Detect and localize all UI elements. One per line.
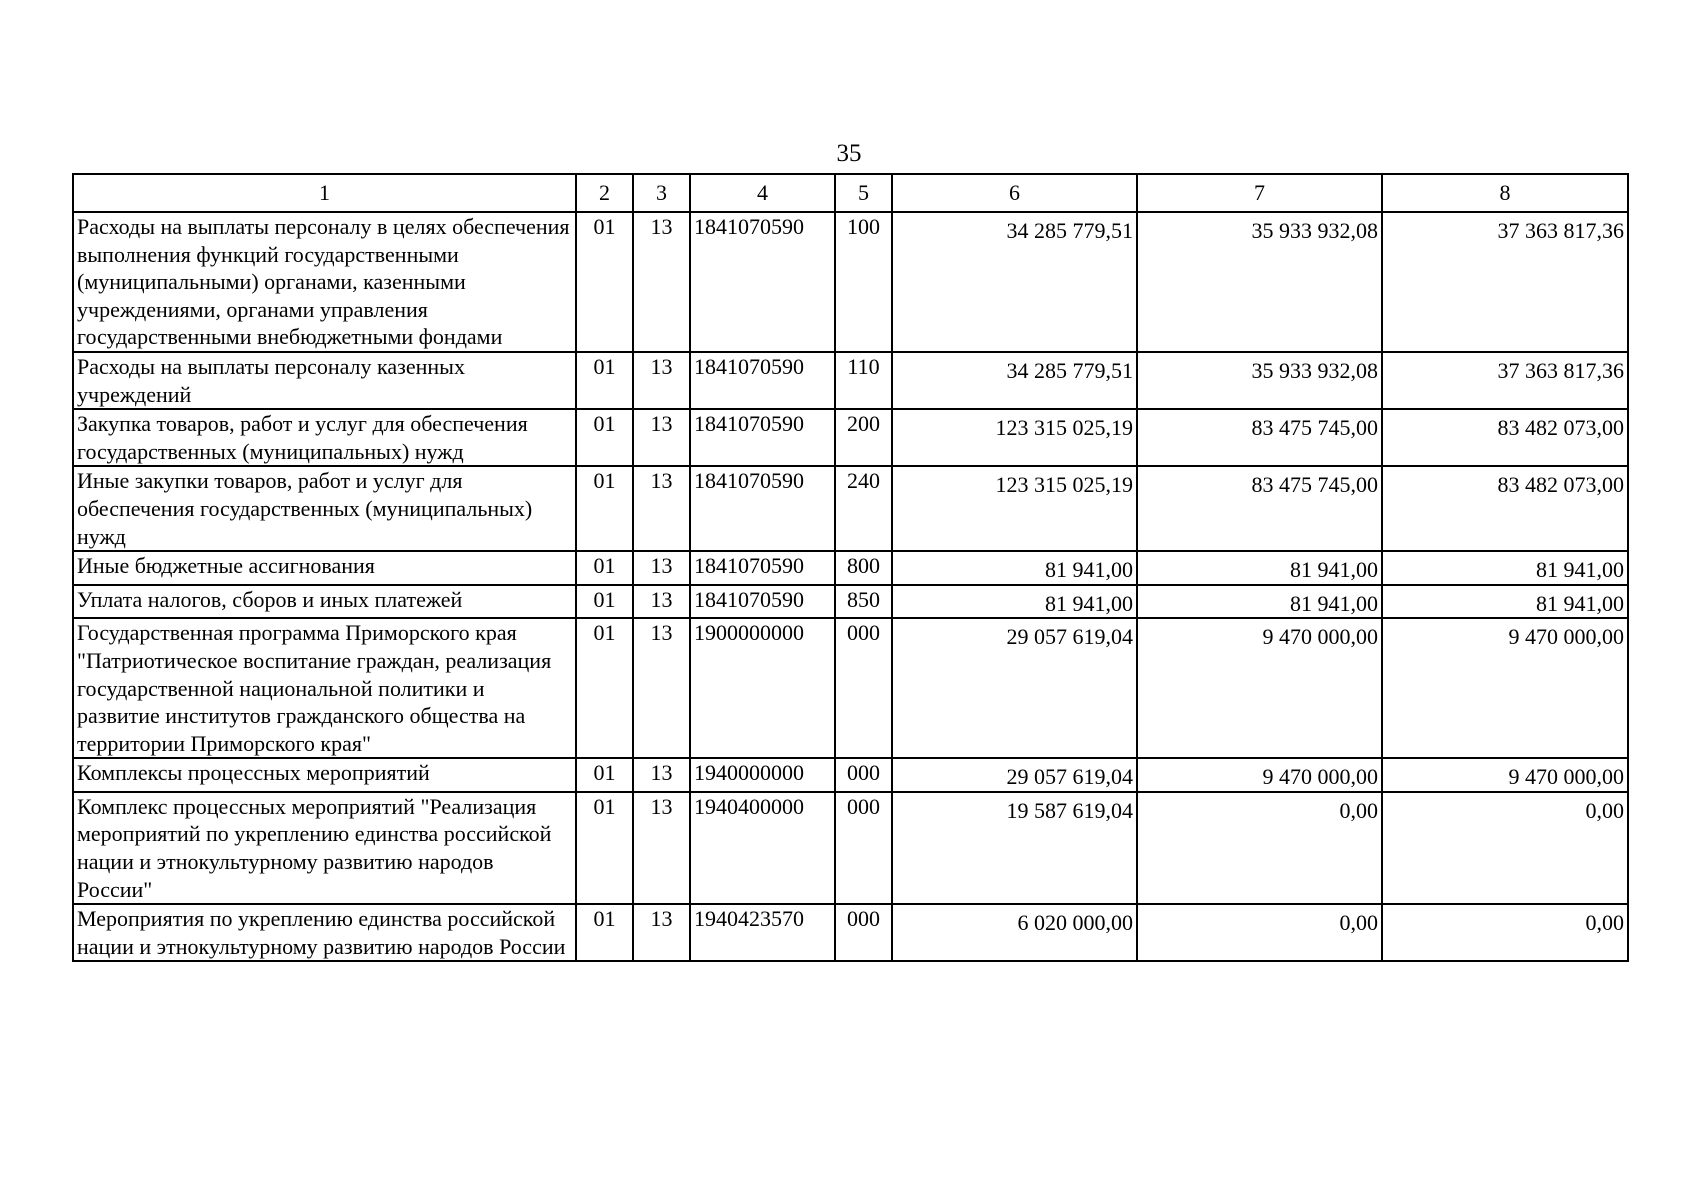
amount-col6 [892, 618, 1137, 758]
expense-name: Иные закупки товаров, работ и услуг для обеспечения государственных (муниципальных) нужд [73, 466, 576, 551]
amount-col8 [1382, 585, 1628, 619]
amount-value: 0,00 [1585, 910, 1624, 936]
amount-col7 [1137, 618, 1382, 758]
amount-col7 [1137, 466, 1382, 551]
expense-type-code: 110 [835, 352, 892, 409]
amount-value: 0,00 [1339, 910, 1378, 936]
subsection-code: 13 [633, 618, 690, 758]
table-row [73, 551, 1628, 585]
section-code: 01 [576, 466, 633, 551]
subsection-code: 13 [633, 792, 690, 904]
amount-col8 [1382, 212, 1628, 352]
amount-col7 [1137, 409, 1382, 466]
amount-col7 [1137, 792, 1382, 904]
amount-col6 [892, 466, 1137, 551]
amount-value: 19 587 619,04 [1006, 797, 1133, 823]
target-article-code: 1841070590 [690, 352, 835, 409]
column-header: 4 [690, 174, 835, 212]
expense-name: Комплекс процессных мероприятий "Реализация мероприятий по укреплению единства российской нации и этнокультурному развитию народов России" [73, 792, 576, 904]
amount-col7 [1137, 758, 1382, 792]
expense-type-code: 240 [835, 466, 892, 551]
amount-value: 83 475 745,00 [1251, 415, 1378, 441]
amount-value: 81 941,00 [1045, 590, 1133, 616]
expense-name: Комплексы процессных мероприятий [73, 758, 576, 792]
amount-value: 0,00 [1339, 797, 1378, 823]
amount-col6 [892, 904, 1137, 961]
amount-col6 [892, 352, 1137, 409]
target-article-code: 1841070590 [690, 551, 835, 585]
section-code: 01 [576, 585, 633, 619]
subsection-code: 13 [633, 352, 690, 409]
page-number: 35 [836, 140, 862, 167]
amount-value: 9 470 000,00 [1508, 624, 1624, 650]
amount-value: 123 315 025,19 [995, 415, 1133, 441]
expense-type-code: 000 [835, 618, 892, 758]
section-code: 01 [576, 904, 633, 961]
subsection-code: 13 [633, 409, 690, 466]
amount-value: 83 475 745,00 [1251, 472, 1378, 498]
expense-name: Расходы на выплаты персоналу в целях обеспечения выполнения функций государственными (муниципальными) органами, казенными учреждениями, органами управления государственными внебюджетными фондами [73, 212, 576, 352]
column-header: 6 [892, 174, 1137, 212]
amount-value: 29 057 619,04 [1006, 764, 1133, 790]
amount-col8 [1382, 758, 1628, 792]
amount-value: 0,00 [1585, 797, 1624, 823]
expense-type-code: 200 [835, 409, 892, 466]
amount-value: 37 363 817,36 [1497, 357, 1624, 383]
amount-value: 83 482 073,00 [1497, 415, 1624, 441]
budget-table [72, 173, 1629, 962]
expense-name: Закупка товаров, работ и услуг для обеспечения государственных (муниципальных) нужд [73, 409, 576, 466]
target-article-code: 1841070590 [690, 212, 835, 352]
subsection-code: 13 [633, 904, 690, 961]
amount-col8 [1382, 792, 1628, 904]
target-article-code: 1841070590 [690, 585, 835, 619]
amount-value: 9 470 000,00 [1508, 764, 1624, 790]
expense-name: Уплата налогов, сборов и иных платежей [73, 585, 576, 619]
amount-value: 123 315 025,19 [995, 472, 1133, 498]
expense-type-code: 850 [835, 585, 892, 619]
amount-value: 29 057 619,04 [1006, 624, 1133, 650]
amount-value: 81 941,00 [1290, 590, 1378, 616]
subsection-code: 13 [633, 551, 690, 585]
expense-type-code: 000 [835, 792, 892, 904]
amount-col7 [1137, 904, 1382, 961]
table-row [73, 585, 1628, 619]
section-code: 01 [576, 758, 633, 792]
amount-value: 37 363 817,36 [1497, 218, 1624, 243]
amount-value: 83 482 073,00 [1497, 472, 1624, 498]
table-row [73, 352, 1628, 409]
column-header: 7 [1137, 174, 1382, 212]
section-code: 01 [576, 352, 633, 409]
expense-name: Государственная программа Приморского края "Патриотическое воспитание граждан, реализация государственной национальной политики и развитие институтов гражданского общества на территории Приморского края" [73, 618, 576, 758]
amount-col8 [1382, 352, 1628, 409]
subsection-code: 13 [633, 585, 690, 619]
amount-col7 [1137, 352, 1382, 409]
amount-col6 [892, 409, 1137, 466]
section-code: 01 [576, 551, 633, 585]
section-code: 01 [576, 212, 633, 352]
amount-value: 9 470 000,00 [1262, 624, 1378, 650]
target-article-code: 1900000000 [690, 618, 835, 758]
section-code: 01 [576, 792, 633, 904]
table-body [73, 212, 1628, 961]
amount-value: 34 285 779,51 [1006, 218, 1133, 243]
amount-col8 [1382, 904, 1628, 961]
amount-col8 [1382, 551, 1628, 585]
column-header: 2 [576, 174, 633, 212]
amount-value: 6 020 000,00 [1017, 910, 1133, 936]
column-header: 8 [1382, 174, 1628, 212]
table-row [73, 792, 1628, 904]
expense-name: Мероприятия по укреплению единства российской нации и этнокультурному развитию народов России [73, 904, 576, 961]
column-header: 3 [633, 174, 690, 212]
expense-type-code: 800 [835, 551, 892, 585]
amount-col8 [1382, 618, 1628, 758]
table-row [73, 466, 1628, 551]
amount-col6 [892, 551, 1137, 585]
amount-col8 [1382, 409, 1628, 466]
amount-value: 81 941,00 [1045, 557, 1133, 583]
amount-col7 [1137, 212, 1382, 352]
target-article-code: 1940000000 [690, 758, 835, 792]
subsection-code: 13 [633, 466, 690, 551]
expense-name: Иные бюджетные ассигнования [73, 551, 576, 585]
subsection-code: 13 [633, 212, 690, 352]
amount-value: 81 941,00 [1536, 590, 1624, 616]
amount-value: 34 285 779,51 [1006, 357, 1133, 383]
header-row [73, 174, 1628, 212]
section-code: 01 [576, 409, 633, 466]
amount-col6 [892, 792, 1137, 904]
amount-col6 [892, 212, 1137, 352]
expense-type-code: 000 [835, 904, 892, 961]
column-header: 5 [835, 174, 892, 212]
target-article-code: 1940423570 [690, 904, 835, 961]
table-row [73, 212, 1628, 352]
table-row [73, 409, 1628, 466]
table-row [73, 758, 1628, 792]
expense-type-code: 000 [835, 758, 892, 792]
amount-value: 81 941,00 [1290, 557, 1378, 583]
table-row [73, 904, 1628, 961]
subsection-code: 13 [633, 758, 690, 792]
amount-col7 [1137, 585, 1382, 619]
expense-type-code: 100 [835, 212, 892, 352]
expense-name: Расходы на выплаты персоналу казенных учреждений [73, 352, 576, 409]
amount-value: 35 933 932,08 [1251, 218, 1378, 243]
amount-value: 35 933 932,08 [1251, 357, 1378, 383]
amount-value: 9 470 000,00 [1262, 764, 1378, 790]
section-code: 01 [576, 618, 633, 758]
amount-col6 [892, 585, 1137, 619]
amount-col8 [1382, 466, 1628, 551]
target-article-code: 1940400000 [690, 792, 835, 904]
amount-col6 [892, 758, 1137, 792]
target-article-code: 1841070590 [690, 466, 835, 551]
column-header: 1 [73, 174, 576, 212]
amount-value: 81 941,00 [1536, 557, 1624, 583]
target-article-code: 1841070590 [690, 409, 835, 466]
table-row [73, 618, 1628, 758]
amount-col7 [1137, 551, 1382, 585]
